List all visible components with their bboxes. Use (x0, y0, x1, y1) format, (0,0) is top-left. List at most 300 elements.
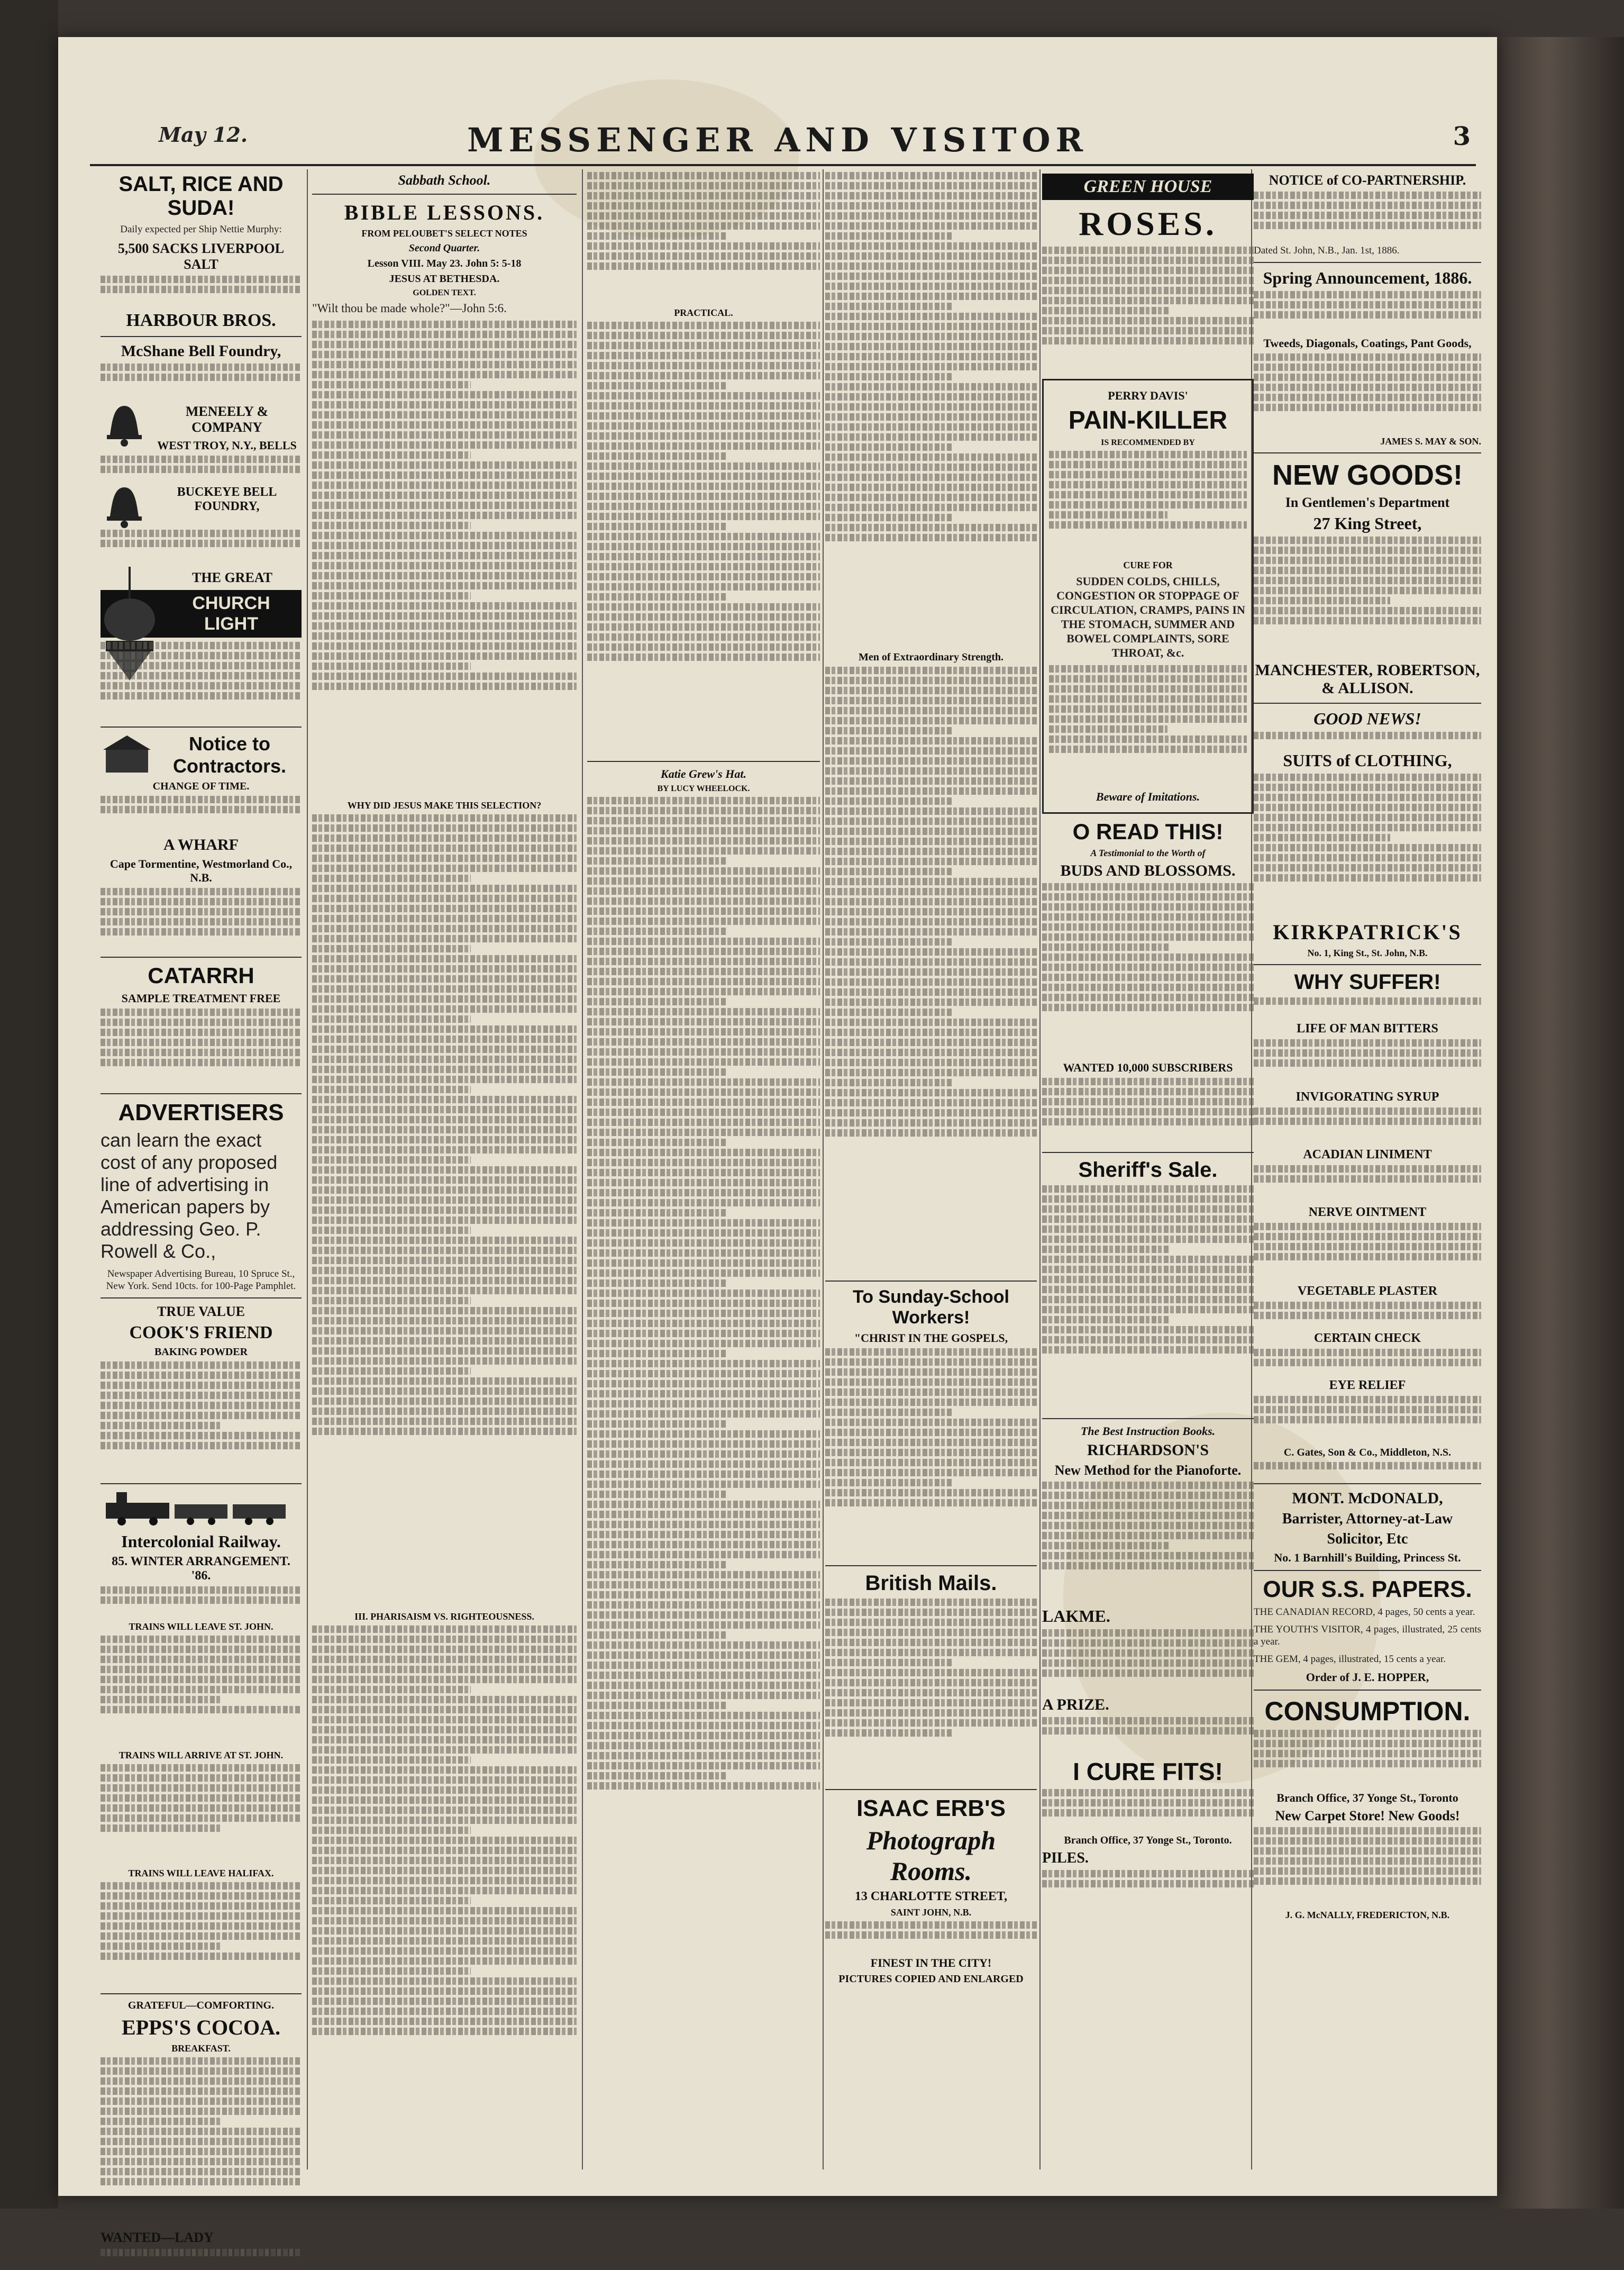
illegible-text-line (101, 1442, 302, 1449)
illegible-text-line (825, 212, 1037, 220)
illegible-text-line (587, 513, 820, 520)
illegible-text-line (1042, 1629, 1254, 1637)
illegible-text-line (312, 1297, 471, 1304)
illegible-text-line (825, 898, 1037, 905)
illegible-text-line (312, 1196, 577, 1204)
illegible-text-line (312, 955, 577, 963)
illegible-text-line (312, 482, 577, 489)
ad-meneely-body (101, 456, 302, 482)
illegible-text-line (312, 632, 577, 640)
illegible-text-line (1042, 257, 1254, 264)
finest-in-city: FINEST IN THE CITY! (870, 1956, 992, 1969)
cooks-friend-sub: BAKING POWDER (154, 1346, 248, 1358)
illegible-text-line (101, 1794, 302, 1802)
illegible-text-line (312, 361, 577, 368)
a-wharf: A WHARF (163, 836, 239, 853)
illegible-text-line (312, 1786, 577, 1794)
illegible-text-line (1254, 1349, 1481, 1356)
illegible-text-line (587, 1390, 820, 1397)
illegible-text-line (825, 1099, 1037, 1106)
illegible-text-line (1254, 607, 1481, 614)
illegible-text-line (587, 857, 727, 865)
illegible-text-line (1042, 1532, 1254, 1539)
illegible-text-line (101, 1953, 302, 1960)
illegible-text-line (587, 182, 820, 189)
illegible-text-line (587, 1028, 820, 1036)
illegible-text-line (1042, 1880, 1254, 1887)
illegible-text-line (825, 1639, 1037, 1646)
illegible-text-line (1254, 404, 1481, 411)
lakme-body (1042, 1629, 1254, 1693)
illegible-text-line (312, 1997, 577, 2005)
illegible-text-line (101, 928, 302, 936)
illegible-text-line (587, 352, 820, 359)
illegible-text-line (587, 887, 820, 895)
illegible-text-line (312, 1046, 577, 1053)
illegible-text-line (312, 1636, 577, 1643)
illegible-text-line (312, 1408, 577, 1415)
illegible-text-line (587, 432, 820, 440)
illegible-text-line (587, 1159, 820, 1166)
masthead-rule (90, 164, 1476, 166)
illegible-text-line (1254, 617, 1481, 624)
illegible-text-line (312, 945, 471, 952)
illegible-text-line (587, 837, 820, 845)
illegible-text-line (1049, 461, 1247, 468)
divider (101, 727, 302, 728)
illegible-text-line (587, 1209, 727, 1216)
illegible-text-line (587, 968, 820, 975)
illegible-text-line (587, 1551, 820, 1558)
ointment-body (1254, 1223, 1481, 1281)
illegible-text-line (1254, 1118, 1481, 1125)
illegible-text-line (587, 1249, 820, 1257)
illegible-text-line (312, 341, 577, 348)
illegible-text-line (825, 403, 1037, 411)
sabbath-school-head: Sabbath School. (398, 172, 491, 188)
column-5-advertisements (1042, 169, 1254, 2180)
divider (587, 761, 820, 762)
illegible-text-line (1254, 353, 1481, 361)
kirkpatricks: KIRKPATRICK'S (1273, 920, 1462, 944)
illegible-text-line (825, 534, 1037, 541)
ad-harbour-bros: HARBOUR BROS. (126, 311, 276, 330)
illegible-text-line (312, 1776, 577, 1784)
british-mails: British Mails. (865, 1572, 997, 1595)
illegible-text-line (825, 1489, 1037, 1496)
illegible-text-line (312, 1967, 471, 1975)
illegible-text-line (312, 1418, 577, 1425)
illegible-text-line (101, 1814, 302, 1822)
illegible-text-line (825, 283, 1037, 290)
illegible-text-line (587, 382, 727, 389)
illegible-text-line (1254, 1039, 1481, 1047)
illegible-text-line (825, 828, 1037, 835)
illegible-text-line (1042, 1296, 1254, 1303)
our-ss-papers: OUR S.S. PAPERS. (1263, 1576, 1472, 1602)
illegible-text-line (101, 1392, 302, 1399)
illegible-text-line (587, 442, 820, 450)
illegible-text-line (825, 1079, 952, 1086)
illegible-text-line (312, 1947, 577, 1955)
illegible-text-line (587, 1481, 820, 1488)
illegible-text-line (312, 1237, 577, 1244)
illegible-text-line (1042, 933, 1254, 941)
illegible-text-line (312, 1656, 577, 1663)
illegible-text-line (587, 998, 727, 1005)
charlotte-street: 13 CHARLOTTE STREET, (854, 1890, 1008, 1903)
illegible-text-line (587, 1018, 820, 1025)
illegible-text-line (1042, 1078, 1254, 1085)
illegible-text-line (312, 391, 577, 398)
new-method-pianoforte: New Method for the Pianoforte. (1054, 1463, 1242, 1478)
illegible-text-line (587, 1571, 820, 1578)
illegible-text-line (1254, 1847, 1481, 1855)
illegible-text-line (825, 383, 1037, 391)
illegible-text-line (1042, 267, 1254, 274)
illegible-text-line (1049, 675, 1247, 683)
newspaper-page (58, 37, 1497, 2245)
illegible-text-line (587, 573, 820, 580)
illegible-text-line (312, 1126, 577, 1133)
illegible-text-line (101, 1902, 302, 1910)
illegible-text-line (825, 1358, 1037, 1366)
buds-and-blossoms: BUDS AND BLOSSOMS. (1060, 862, 1236, 879)
ad-buckeye-body (101, 530, 302, 567)
illegible-text-line (587, 1611, 820, 1619)
illegible-text-line (312, 673, 577, 680)
illegible-text-line (312, 572, 577, 579)
illegible-text-line (587, 192, 820, 199)
illegible-text-line (101, 1656, 302, 1663)
best-instruction-books: The Best Instruction Books. (1080, 1424, 1216, 1438)
illegible-text-line (587, 1521, 820, 1528)
illegible-text-line (101, 888, 302, 895)
illegible-text-line (1042, 1225, 1254, 1233)
illegible-text-line (101, 276, 302, 283)
trains-leave-halifax: TRAINS WILL LEAVE HALIFAX. (128, 1868, 274, 1878)
illegible-text-line (825, 1669, 1037, 1676)
divider (1254, 452, 1481, 453)
illegible-text-line (1254, 394, 1481, 401)
illegible-text-line (587, 633, 820, 641)
illegible-text-line (587, 1631, 727, 1639)
illegible-text-line (825, 232, 952, 240)
illegible-text-line (825, 807, 1037, 815)
illegible-text-line (587, 1219, 820, 1227)
illegible-text-line (825, 1119, 1037, 1127)
illegible-text-line (1042, 1346, 1254, 1354)
illegible-text-line (312, 1267, 577, 1274)
ad-mcshane-bell: McShane Bell Foundry, (121, 342, 281, 360)
illegible-text-line (101, 1892, 302, 1900)
illegible-text-line (587, 1139, 727, 1146)
illegible-text-line (587, 827, 820, 834)
sunday-school-body (825, 1348, 1037, 1560)
second-quarter: Second Quarter. (408, 242, 480, 254)
illegible-text-line (1042, 1326, 1254, 1333)
piles-ad: PILES. (1042, 1850, 1089, 1866)
illegible-text-line (825, 1009, 952, 1016)
consumption-body (1254, 1730, 1481, 1788)
illegible-text-line (312, 441, 577, 449)
illegible-text-line (587, 1229, 820, 1237)
illegible-text-line (101, 2158, 302, 2165)
illegible-text-line (825, 1921, 1037, 1929)
consumption: CONSUMPTION. (1264, 1696, 1471, 1726)
divider (101, 336, 302, 337)
co-partnership-notice: NOTICE of CO-PARTNERSHIP. (1269, 172, 1466, 188)
mont-mcdonald: MONT. McDONALD, (1292, 1490, 1443, 1507)
advertisers-body: can learn the exact cost of any proposed line of advertising in American papers by addressing Geo. P. Rowell & Co., (101, 1129, 278, 1262)
illegible-text-line (587, 1661, 820, 1669)
buds-body (1042, 883, 1254, 1058)
illegible-text-line (587, 1772, 727, 1779)
illegible-text-line (101, 1039, 302, 1046)
illegible-text-line (825, 1019, 1037, 1026)
solicitor: Solicitor, Etc (1327, 1531, 1408, 1547)
illegible-text-line (587, 402, 820, 410)
subscribers-body (1042, 1078, 1254, 1147)
illegible-text-line (587, 1672, 820, 1679)
illegible-text-line (312, 532, 577, 539)
illegible-text-line (1042, 1639, 1254, 1647)
column-6-advertisements (1254, 169, 1481, 2180)
illegible-text-line (312, 1766, 577, 1774)
illegible-text-line (1042, 984, 1254, 991)
illegible-text-line (587, 958, 820, 965)
illegible-text-line (1254, 804, 1481, 811)
illegible-text-line (1254, 1049, 1481, 1057)
illegible-text-line (587, 422, 820, 430)
illegible-text-line (587, 1149, 820, 1156)
golden-text-label: GOLDEN TEXT. (413, 288, 476, 297)
illegible-text-line (1254, 202, 1481, 209)
illegible-text-line (825, 988, 1037, 996)
illegible-text-line (101, 1922, 302, 1930)
illegible-text-line (587, 817, 820, 824)
illegible-text-line (587, 1380, 820, 1387)
book-gutter-left (0, 0, 58, 2209)
illegible-text-line (825, 1479, 952, 1486)
illegible-text-line (312, 875, 471, 882)
illegible-text-line (587, 797, 820, 804)
illegible-text-line (312, 1917, 577, 1924)
illegible-text-line (312, 1686, 471, 1693)
kirkpatrick-address: No. 1, King St., St. John, N.B. (1307, 948, 1428, 958)
illegible-text-line (825, 1049, 1037, 1056)
illegible-text-line (825, 1931, 1037, 1939)
illegible-text-line (312, 895, 577, 902)
illegible-text-line (312, 975, 577, 983)
illegible-text-line (587, 1440, 820, 1448)
illegible-text-line (101, 1009, 302, 1016)
illegible-text-line (825, 1429, 1037, 1436)
illegible-text-line (825, 767, 1037, 775)
divider (1254, 1483, 1481, 1484)
illegible-text-line (1042, 1789, 1254, 1796)
divider (1254, 964, 1481, 965)
illegible-text-line (1042, 994, 1254, 1001)
issue-date: May 12. (159, 123, 248, 147)
illegible-text-line (1254, 1253, 1481, 1260)
illegible-text-line (1254, 587, 1481, 594)
illegible-text-line (1042, 954, 1254, 961)
illegible-text-line (1254, 547, 1481, 554)
illegible-text-line (587, 1501, 820, 1508)
illegible-text-line (825, 687, 1037, 694)
beware-imitations: Beware of Imitations. (1096, 790, 1200, 803)
illegible-text-line (312, 1367, 471, 1375)
illegible-text-line (101, 2138, 302, 2145)
illegible-text-line (1042, 1482, 1254, 1489)
illegible-text-line (101, 2098, 302, 2105)
illegible-text-line (825, 1399, 1037, 1406)
manchester-robertson-allison: MANCHESTER, ROBERTSON, & ALLISON. (1255, 661, 1480, 697)
winter-arrangement: 85. WINTER ARRANGEMENT. '86. (112, 1555, 290, 1583)
illegible-text-line (312, 1837, 577, 1844)
illegible-text-line (312, 1877, 577, 1884)
illegible-text-line (825, 717, 1037, 724)
illegible-text-line (101, 1686, 302, 1693)
illegible-text-line (587, 553, 820, 560)
illegible-text-line (587, 322, 820, 329)
illegible-text-line (312, 1025, 577, 1033)
illegible-text-line (312, 471, 577, 479)
illegible-text-line (587, 1762, 820, 1769)
youths-visitor: THE YOUTH'S VISITOR, 4 pages, illustrated, 25 cents a year. (1254, 1624, 1481, 1647)
illegible-text-line (1042, 1236, 1254, 1243)
illegible-text-line (312, 642, 577, 650)
divider (825, 1281, 1037, 1282)
illegible-text-line (1049, 725, 1167, 733)
illegible-text-line (825, 182, 1037, 189)
prize-body (1042, 1717, 1254, 1754)
illegible-text-line (587, 623, 820, 631)
bell-icon (101, 401, 148, 448)
illegible-text-line (101, 1804, 302, 1812)
illegible-text-line (587, 1651, 820, 1659)
illegible-text-line (1254, 824, 1481, 831)
christ-in-gospels: "CHRIST IN THE GOSPELS, (854, 1331, 1008, 1345)
illegible-text-line (312, 351, 577, 358)
illegible-text-line (1254, 1359, 1481, 1366)
illegible-text-line (1254, 567, 1481, 574)
why-suffer-intro (1254, 997, 1481, 1019)
timetable-1 (101, 1636, 302, 1747)
illegible-text-line (312, 1156, 471, 1164)
catarrh-body (101, 1009, 302, 1088)
strength-body (825, 667, 1037, 1275)
spring-announcement: Spring Announcement, 1886. (1263, 268, 1472, 287)
illegible-text-line (1042, 893, 1254, 901)
illegible-text-line (312, 401, 577, 408)
illegible-text-line (101, 1706, 302, 1713)
illegible-text-line (101, 2057, 302, 2065)
illegible-text-line (1049, 705, 1247, 713)
invigorating-syrup: INVIGORATING SYRUP (1295, 1090, 1439, 1104)
illegible-text-line (101, 466, 302, 473)
illegible-text-line (312, 1247, 577, 1254)
illegible-text-line (825, 1129, 1037, 1137)
life-of-man-bitters: LIFE OF MAN BITTERS (1297, 1022, 1438, 1036)
illegible-text-line (1049, 481, 1247, 488)
illegible-text-line (1254, 597, 1390, 604)
sheriffs-sale: Sheriff's Sale. (1078, 1158, 1218, 1182)
illegible-text-line (312, 542, 577, 549)
illegible-text-line (1254, 732, 1481, 739)
illegible-text-line (312, 1116, 577, 1123)
illegible-text-line (312, 1957, 577, 1965)
illegible-text-line (1042, 1316, 1169, 1323)
illegible-text-line (312, 1227, 471, 1234)
illegible-text-line (587, 1169, 820, 1176)
illegible-text-line (587, 1782, 820, 1790)
illegible-text-line (587, 1491, 727, 1498)
illegible-text-line (825, 1599, 1037, 1606)
illegible-text-line (587, 372, 820, 379)
illegible-text-line (587, 1460, 820, 1468)
illegible-text-line (312, 1056, 577, 1063)
illegible-text-line (101, 1382, 302, 1389)
column-4-articles (825, 169, 1037, 2180)
illegible-text-line (587, 1310, 820, 1317)
illegible-text-line (101, 2178, 302, 2185)
illegible-text-line (312, 1397, 577, 1405)
spring-body (1254, 291, 1481, 333)
illegible-text-line (587, 493, 820, 500)
pain-killer-ad (1042, 379, 1254, 814)
illegible-text-line (587, 503, 820, 510)
illegible-text-line (587, 1279, 727, 1287)
illegible-text-line (101, 908, 302, 915)
illegible-text-line (587, 342, 820, 349)
illegible-text-line (312, 865, 577, 872)
illegible-text-line (587, 867, 820, 875)
illegible-text-line (312, 1666, 577, 1673)
illegible-text-line (1254, 1760, 1481, 1767)
illegible-text-line (587, 1189, 820, 1196)
illegible-text-line (825, 343, 1037, 350)
illegible-text-line (1254, 784, 1481, 791)
notice-to-contractors: Notice to Contractors. (172, 733, 287, 777)
change-of-time: CHANGE OF TIME. (152, 780, 250, 792)
illegible-text-line (312, 1796, 577, 1804)
practical-head: PRACTICAL. (674, 307, 733, 318)
illegible-text-line (825, 737, 1037, 744)
illegible-text-line (587, 1330, 820, 1337)
illegible-text-line (825, 222, 1037, 230)
illegible-text-line (825, 373, 952, 380)
cooks-friend: COOK'S FRIEND (129, 1323, 273, 1342)
illegible-text-line (825, 474, 1037, 481)
vegetable-plaster: VEGETABLE PLASTER (1297, 1284, 1438, 1298)
illegible-text-line (825, 968, 1037, 976)
illegible-text-line (825, 242, 1037, 250)
notice-body (101, 796, 302, 833)
illegible-text-line (312, 1337, 577, 1345)
illegible-text-line (587, 1078, 820, 1086)
illegible-text-line (1042, 337, 1254, 344)
ad-great-light-label: THE GREAT (192, 570, 272, 585)
illegible-text-line (1254, 222, 1481, 229)
illegible-text-line (1254, 301, 1481, 308)
illegible-text-line (312, 1867, 577, 1874)
illegible-text-line (587, 938, 820, 945)
illegible-text-line (825, 1368, 1037, 1376)
illegible-text-line (1042, 903, 1254, 911)
illegible-text-line (1042, 327, 1254, 334)
